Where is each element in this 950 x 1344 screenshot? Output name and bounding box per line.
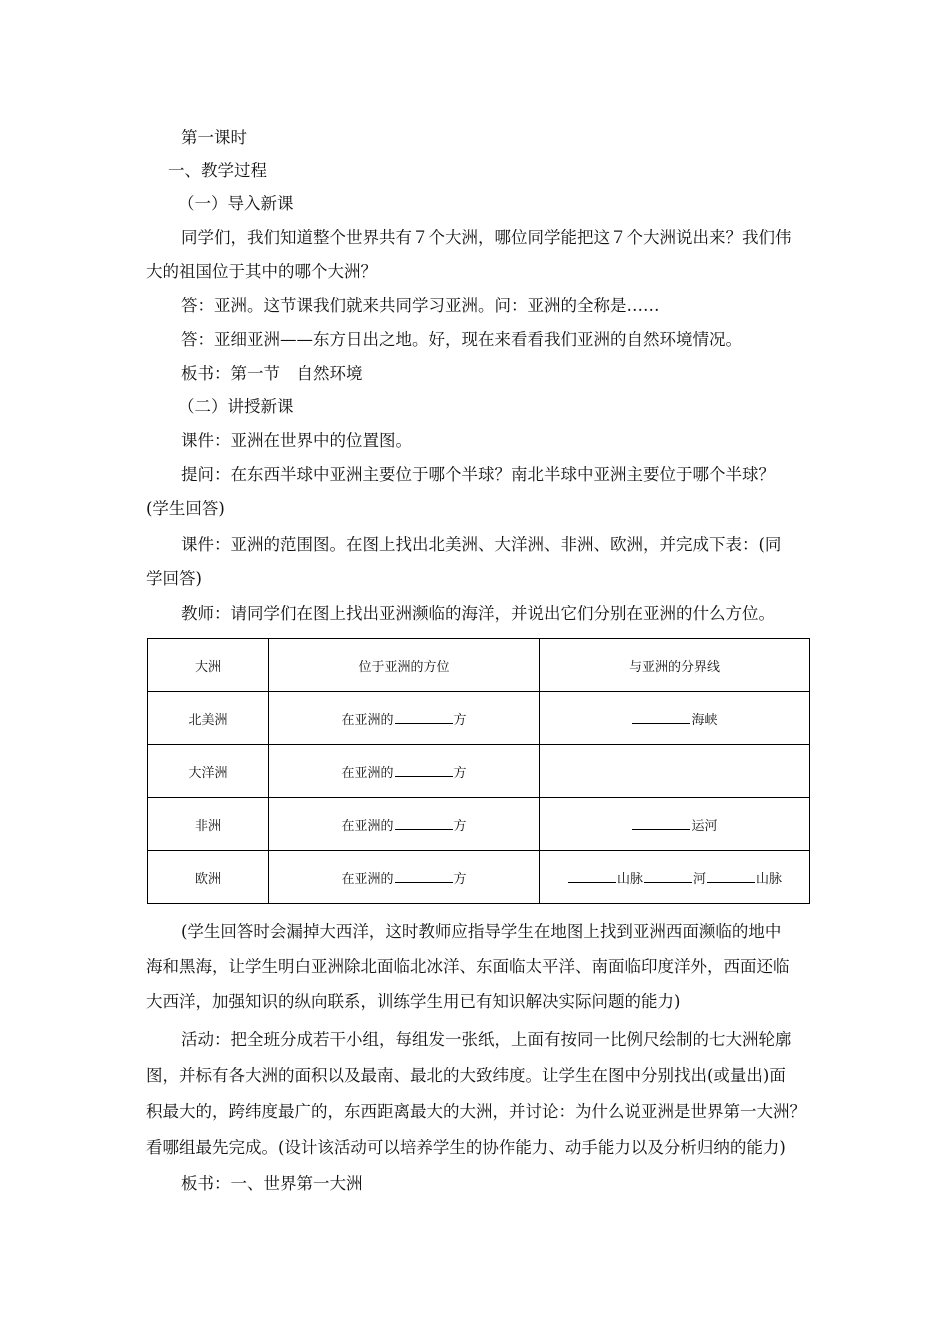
paragraph: 看哪组最先完成。(设计该活动可以培养学生的协作能力、动手能力以及分析归纳的能力) [146,1138,786,1157]
boundary-cell: 海峡 [540,692,810,745]
boundary-cell: 运河 [540,798,810,851]
table-row [148,692,810,745]
position-cell: 在亚洲的 方 [269,692,540,745]
paragraph: 积最大的，跨纬度最广的，东西距离最大的大洲，并讨论：为什么说亚洲是世界第一大洲？ [146,1102,806,1121]
paragraph: 板书：第一节 自然环境 [181,364,363,383]
paragraph: 教师：请同学们在图上找出亚洲濒临的海洋，并说出它们分别在亚洲的什么方位。 [181,604,775,623]
paragraph: 学回答) [146,569,202,588]
paragraph: 海和黑海，让学生明白亚洲除北面临北冰洋、东面临太平洋、南面临印度洋外，西面还临 [146,957,790,976]
table-row [148,851,810,904]
paragraph: 答：亚细亚洲——东方日出之地。好，现在来看看我们亚洲的自然环境情况。 [181,330,742,349]
continent-cell: 北美洲 [148,692,269,745]
paragraph: 大西洋，加强知识的纵向联系，训练学生用已有知识解决实际问题的能力) [146,992,681,1011]
table-header-row [148,639,810,692]
continent-cell: 非洲 [148,798,269,851]
boundary-cell: 山脉 河 山脉 [540,851,810,904]
section-heading: 一、教学过程 [168,161,267,180]
subsection-lecture: （二）讲授新课 [178,397,294,416]
continent-cell: 大洋洲 [148,745,269,798]
table-row [148,798,810,851]
fill-blank[interactable] [632,710,690,724]
fill-blank[interactable] [395,763,453,777]
position-cell: 在亚洲的 方 [269,798,540,851]
position-cell: 在亚洲的 方 [269,745,540,798]
header-continent: 大洲 [148,639,269,692]
boundary-cell [540,745,810,798]
fill-blank[interactable] [395,816,453,830]
fill-blank[interactable] [707,869,755,883]
table-row [148,745,810,798]
paragraph: 板书：一、世界第一大洲 [181,1174,363,1193]
paragraph: (学生回答时会漏掉大西洋，这时教师应指导学生在地图上找到亚洲西面濒临的地中 [181,922,782,941]
paragraph: 大的祖国位于其中的哪个大洲？ [146,262,377,281]
paragraph: 课件：亚洲在世界中的位置图。 [181,431,412,450]
paragraph: 图，并标有各大洲的面积以及最南、最北的大致纬度。让学生在图中分别找出(或量出)面 [146,1066,786,1085]
continent-table [147,638,810,904]
header-boundary: 与亚洲的分界线 [540,639,810,692]
continent-cell: 欧洲 [148,851,269,904]
fill-blank[interactable] [644,869,692,883]
paragraph: 活动：把全班分成若干小组，每组发一张纸，上面有按同一比例尺绘制的七大洲轮廓 [181,1030,792,1049]
subsection-intro: （一）导入新课 [178,194,294,213]
paragraph: (学生回答) [146,499,225,518]
position-cell: 在亚洲的 方 [269,851,540,904]
lesson-title: 第一课时 [181,128,247,147]
fill-blank[interactable] [632,816,690,830]
header-position: 位于亚洲的方位 [269,639,540,692]
paragraph: 同学们，我们知道整个世界共有７个大洲，哪位同学能把这７个大洲说出来？我们伟 [181,228,792,247]
fill-blank[interactable] [395,710,453,724]
paragraph: 答：亚洲。这节课我们就来共同学习亚洲。问：亚洲的全称是…… [181,296,660,315]
fill-blank[interactable] [568,869,616,883]
fill-blank[interactable] [395,869,453,883]
paragraph: 提问：在东西半球中亚洲主要位于哪个半球？南北半球中亚洲主要位于哪个半球？ [181,465,775,484]
paragraph: 课件：亚洲的范围图。在图上找出北美洲、大洋洲、非洲、欧洲，并完成下表：(同 [181,535,782,554]
